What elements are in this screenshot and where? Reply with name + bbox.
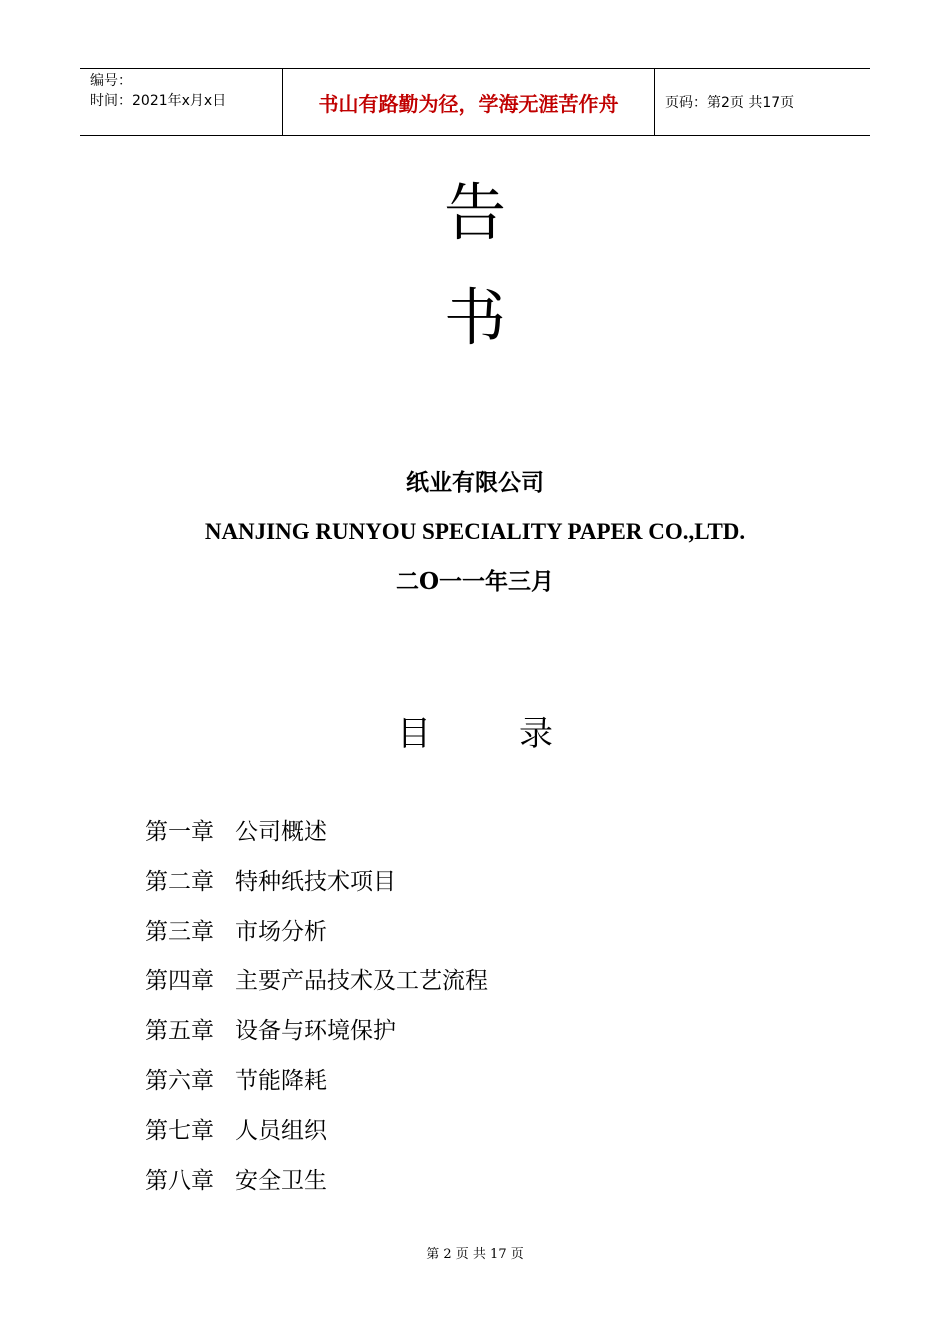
toc-item[interactable] (145, 1061, 488, 1111)
header-page-info: 页码：第2页 共17页 (665, 95, 795, 111)
toc-chapter-title: 安全卫生 (235, 1167, 327, 1194)
cover-title-char-2: 书 (443, 281, 506, 354)
date-line: 时间：2021年x月x日 (90, 93, 227, 109)
toc-chapter-title: 设备与环境保护 (235, 1018, 396, 1045)
toc-item[interactable] (145, 961, 488, 1011)
cover-date: 二O一一年三月 (395, 568, 555, 595)
toc-item[interactable] (145, 1111, 488, 1161)
toc-chapter: 第五章 (145, 1018, 214, 1045)
toc-item[interactable] (145, 1161, 488, 1211)
toc-item[interactable] (145, 1011, 488, 1061)
toc-chapter: 第七章 (145, 1117, 214, 1144)
toc-item[interactable] (145, 912, 488, 962)
header-motto: 书山有路勤为径，学海无涯苦作舟 (282, 69, 655, 135)
company-name-en: NANJING RUNYOU SPECIALITY PAPER CO.,LTD. (204, 519, 746, 544)
toc-chapter-title: 节能降耗 (235, 1067, 327, 1094)
page-footer: 第 2 页 共 17 页 (426, 1247, 524, 1262)
toc-item[interactable] (145, 862, 488, 912)
toc-chapter-title: 人员组织 (235, 1117, 327, 1144)
cover-title-char-1: 告 (443, 176, 506, 249)
toc-chapter-title: 公司概述 (235, 819, 327, 845)
table-of-contents (145, 812, 488, 1210)
toc-chapter: 第四章 (145, 968, 214, 995)
toc-chapter-title: 主要产品技术及工艺流程 (235, 968, 488, 995)
toc-chapter: 第二章 (145, 868, 214, 895)
toc-chapter: 第一章 (145, 819, 214, 845)
toc-chapter-title: 市场分析 (235, 918, 327, 945)
company-name-cn: 纸业有限公司 (406, 469, 544, 496)
toc-chapter: 第六章 (145, 1067, 214, 1094)
toc-chapter: 第三章 (145, 918, 214, 945)
toc-title-left: 目 (397, 714, 431, 754)
header-meta (80, 69, 282, 135)
doc-number-label: 编号： (90, 73, 132, 89)
page-header (80, 68, 870, 136)
toc-title-right: 录 (519, 714, 553, 754)
toc-chapter-title: 特种纸技术项目 (235, 868, 396, 895)
toc-item[interactable] (145, 812, 488, 862)
toc-title (0, 712, 950, 756)
toc-chapter: 第八章 (145, 1167, 214, 1194)
